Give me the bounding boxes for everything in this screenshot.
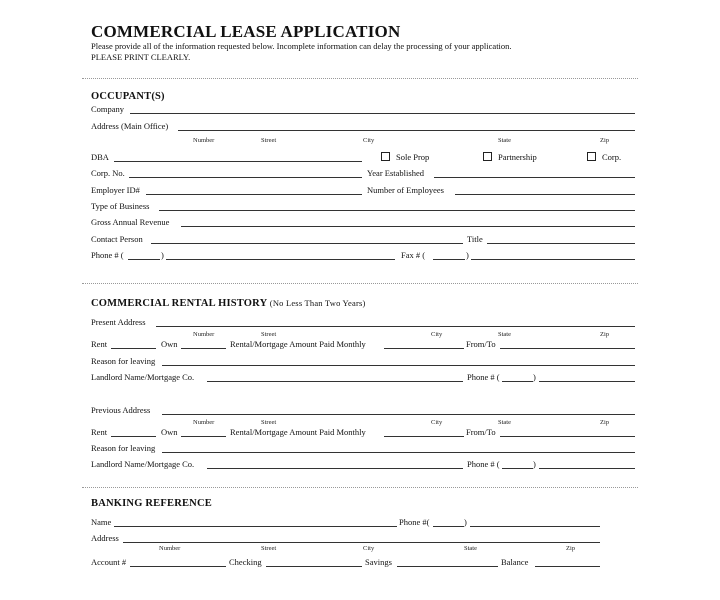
fax-close-paren: ) (466, 250, 469, 260)
gross-revenue-field[interactable] (181, 226, 635, 227)
bank-phone-field[interactable] (470, 526, 600, 527)
sub-state: State (498, 331, 511, 338)
contact-title-field[interactable] (487, 243, 635, 244)
sub-zip: Zip (600, 331, 610, 338)
own-label: Own (161, 427, 178, 437)
reason-field[interactable] (162, 365, 635, 366)
sub-number: Number (159, 545, 181, 552)
fax-field[interactable] (471, 259, 635, 260)
phone-field[interactable] (166, 259, 395, 260)
form-title: COMMERCIAL LEASE APPLICATION (91, 22, 401, 41)
sub-street: Street (261, 545, 277, 552)
sole-prop-checkbox[interactable] (381, 152, 390, 161)
own-label: Own (161, 339, 178, 349)
fax-label: Fax # ( (401, 250, 426, 260)
phone-area-field[interactable] (128, 259, 160, 260)
landlord-phone-field[interactable] (539, 468, 635, 469)
rental-heading-text: COMMERCIAL RENTAL HISTORY (91, 298, 267, 309)
company-label: Company (91, 104, 125, 114)
own-field[interactable] (181, 348, 226, 349)
checking-label: Checking (229, 557, 262, 567)
corp-no-label: Corp. No. (91, 168, 125, 178)
contact-person-label: Contact Person (91, 234, 143, 244)
account-field[interactable] (130, 566, 226, 567)
banking-heading: BANKING REFERENCE (91, 498, 212, 509)
landlord-phone-close: ) (533, 459, 536, 469)
sub-city: City (431, 419, 443, 426)
bank-address-field[interactable] (123, 542, 600, 543)
bank-phone-close: ) (464, 517, 467, 527)
fax-area-field[interactable] (433, 259, 465, 260)
sub-city: City (363, 545, 375, 552)
own-field[interactable] (181, 436, 226, 437)
dba-label: DBA (91, 152, 109, 162)
landlord-phone-label: Phone # ( (467, 372, 500, 382)
section-divider (82, 283, 638, 284)
bank-phone-label: Phone #( (399, 517, 430, 527)
sub-state: State (498, 419, 511, 426)
landlord-phone-area-field[interactable] (502, 468, 534, 469)
corp-checkbox[interactable] (587, 152, 596, 161)
sub-city: City (431, 331, 443, 338)
main-address-field[interactable] (178, 130, 635, 131)
gross-revenue-label: Gross Annual Revenue (91, 217, 170, 227)
landlord-field[interactable] (207, 381, 463, 382)
bank-name-label: Name (91, 517, 112, 527)
sole-prop-option[interactable] (381, 152, 430, 162)
bank-address-label: Address (91, 533, 119, 543)
main-address-label: Address (Main Office) (91, 121, 169, 131)
account-label: Account # (91, 557, 127, 567)
present-address-label: Present Address (91, 317, 146, 327)
year-established-field[interactable] (434, 177, 635, 178)
num-employees-label: Number of Employees (367, 185, 444, 195)
rental-amount-field[interactable] (384, 436, 464, 437)
previous-address-field[interactable] (162, 414, 635, 415)
sub-number: Number (193, 137, 215, 144)
bank-name-field[interactable] (114, 526, 397, 527)
year-established-label: Year Established (367, 168, 424, 178)
savings-label: Savings (365, 557, 392, 567)
reason-label: Reason for leaving (91, 443, 156, 453)
rental-history-heading (91, 298, 366, 309)
employer-id-field[interactable] (146, 194, 362, 195)
rent-label: Rent (91, 427, 108, 437)
checking-field[interactable] (266, 566, 362, 567)
from-to-field[interactable] (500, 436, 635, 437)
rent-field[interactable] (111, 348, 156, 349)
corp-option[interactable] (587, 152, 622, 162)
employer-id-label: Employer ID# (91, 185, 140, 195)
rent-field[interactable] (111, 436, 156, 437)
intro-text: Please provide all of the information requested below. Incomplete information can delay the processing of your application. (91, 41, 512, 51)
corp-no-field[interactable] (129, 177, 362, 178)
sub-number: Number (193, 331, 215, 338)
sub-zip: Zip (600, 419, 610, 426)
previous-address-label: Previous Address (91, 405, 151, 415)
company-field[interactable] (130, 113, 635, 114)
phone-close-paren: ) (161, 250, 164, 260)
sub-state: State (464, 545, 477, 552)
from-to-label: From/To (466, 339, 496, 349)
present-address-field[interactable] (156, 326, 635, 327)
sub-street: Street (261, 137, 277, 144)
section-divider (82, 78, 638, 79)
landlord-phone-area-field[interactable] (502, 381, 534, 382)
business-type-field[interactable] (159, 210, 635, 211)
contact-person-field[interactable] (151, 243, 463, 244)
sole-prop-label: Sole Prop (396, 152, 430, 162)
from-to-label: From/To (466, 427, 496, 437)
reason-label: Reason for leaving (91, 356, 156, 366)
landlord-phone-field[interactable] (539, 381, 635, 382)
rental-heading-note: (No Less Than Two Years) (269, 298, 366, 308)
landlord-phone-close: ) (533, 372, 536, 382)
landlord-label: Landlord Name/Mortgage Co. (91, 372, 195, 382)
sub-number: Number (193, 419, 215, 426)
landlord-field[interactable] (207, 468, 463, 469)
occupant-heading: OCCUPANT(S) (91, 91, 165, 102)
rent-label: Rent (91, 339, 108, 349)
bank-phone-area-field[interactable] (433, 526, 465, 527)
contact-title-label: Title (467, 234, 483, 244)
reason-field[interactable] (162, 452, 635, 453)
sub-street: Street (261, 419, 277, 426)
partnership-checkbox[interactable] (483, 152, 492, 161)
savings-field[interactable] (397, 566, 498, 567)
landlord-phone-label: Phone # ( (467, 459, 500, 469)
sub-zip: Zip (566, 545, 576, 552)
landlord-label: Landlord Name/Mortgage Co. (91, 459, 195, 469)
sub-state: State (498, 137, 511, 144)
sub-city: City (363, 137, 375, 144)
partnership-label: Partnership (498, 152, 537, 162)
section-divider (82, 487, 638, 488)
rental-amount-label: Rental/Mortgage Amount Paid Monthly (230, 339, 366, 349)
business-type-label: Type of Business (91, 201, 150, 211)
balance-label: Balance (501, 557, 529, 567)
from-to-field[interactable] (500, 348, 635, 349)
phone-label: Phone # ( (91, 250, 124, 260)
num-employees-field[interactable] (455, 194, 635, 195)
rental-amount-field[interactable] (384, 348, 464, 349)
partnership-option[interactable] (483, 152, 538, 162)
sub-zip: Zip (600, 137, 610, 144)
dba-field[interactable] (114, 161, 362, 162)
balance-field[interactable] (535, 566, 600, 567)
print-clearly-note: PLEASE PRINT CLEARLY. (91, 52, 191, 62)
corp-label: Corp. (602, 152, 622, 162)
rental-amount-label: Rental/Mortgage Amount Paid Monthly (230, 427, 366, 437)
sub-street: Street (261, 331, 277, 338)
